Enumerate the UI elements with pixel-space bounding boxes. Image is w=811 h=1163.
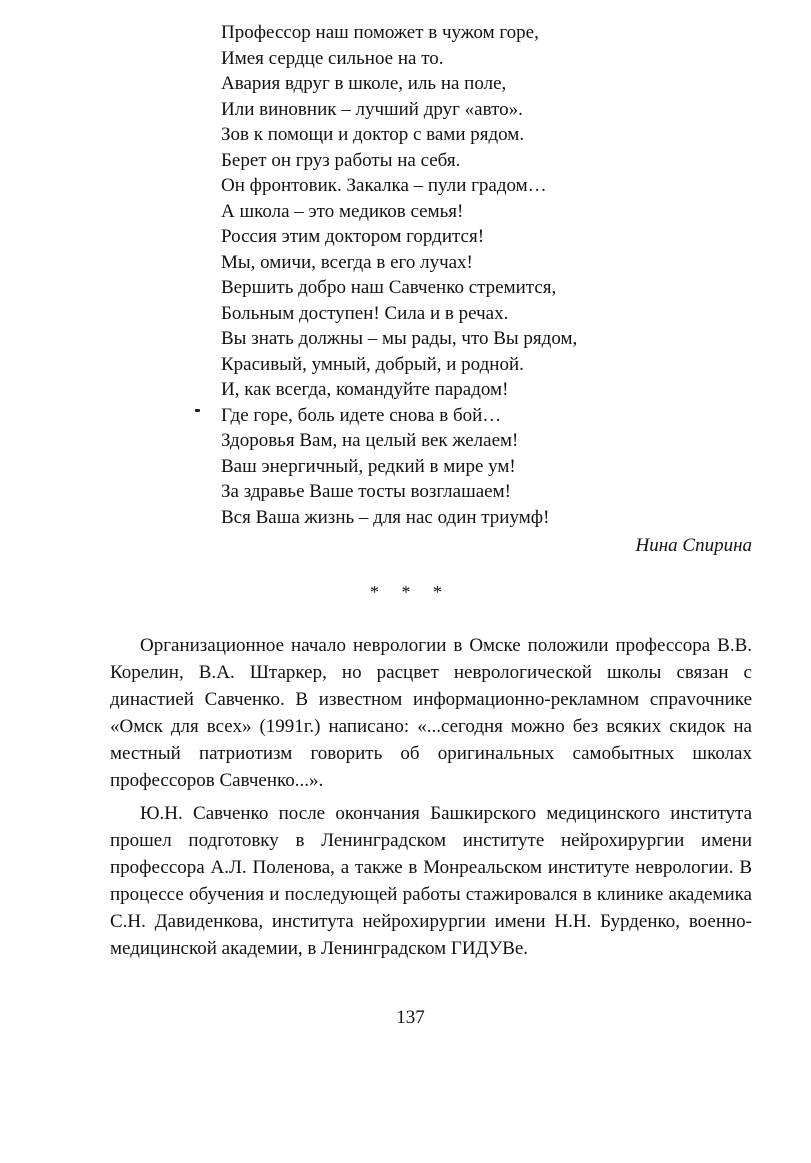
poem-line: Он фронтовик. Закалка – пули градом… [221,175,547,196]
poem-line: Имея сердце сильное на то. [221,47,444,69]
section-separator: * * * [370,582,451,602]
poem-line: Вы знать должны – мы рады, что Вы рядом, [221,328,578,349]
page-number: 137 [396,1007,425,1028]
poem-line: Или виновник – лучший друг «авто». [221,98,523,120]
poem-line: И, как всегда, командуйте парадом! [221,379,509,400]
poem-line: Профессор наш поможет в чужом горе, [221,22,539,43]
poem-line: Где горе, боль идете снова в бой… [221,404,502,426]
poem-line: Мы, омичи, всегда в его лучах! [221,251,473,273]
poem-line: Больным доступен! Сила и в речах. [221,302,509,324]
poem-line: Берет он груз работы на себя. [221,149,461,171]
poem-line: За здравье Ваше тосты возглашаем! [221,481,511,502]
poem-line: Авария вдруг в школе, иль на поле, [221,73,507,94]
poem-line: Зов к помощи и доктор с вами рядом. [221,124,525,145]
scan-speck [195,409,200,412]
prose-text [110,632,752,968]
paragraph: Ю.Н. Савченко после окончания Башкирского медицинского института прошел подготовку в Ленинградском институте нейрохирургии имени профессора А.Л. Поленова, а также в Монреальском институте неврологии. В процессе обучения и последующей работы стажировался в клинике академика С.Н. Давиденкова, института нейрохирургии имени Н.Н. Бурденко, военно-медицинской академии, в Ленинградском ГИДУВе. [110,803,752,959]
poem-line: Красивый, умный, добрый, и родной. [221,353,524,375]
poem-author: Нина Спирина [635,535,752,556]
poem-line: Вся Ваша жизнь – для нас один триумф! [221,506,550,528]
poem-line: Россия этим доктором гордится! [221,226,485,247]
poem-line: Ваш энергичный, редкий в мире ум! [221,455,516,477]
poem [221,20,741,530]
paragraph: Организационное начало неврологии в Омске положили профессора В.В. Корелин, В.А. Штаркер, но расцвет неврологической школы связан с династией Савченко. В известном информационно-рекламном спраvочнике «Омск для всех» (1991г.) написано: «...сегодня можно без всяких скидок на местный патриотизм говорить об оригинальных самобытных школах профессоров Савченко...». [110,635,752,791]
poem-line: Здоровья Вам, на целый век желаем! [221,430,519,451]
poem-line: Вершить добро наш Савченко стремится, [221,277,557,298]
poem-line: А школа – это медиков семья! [221,200,464,222]
